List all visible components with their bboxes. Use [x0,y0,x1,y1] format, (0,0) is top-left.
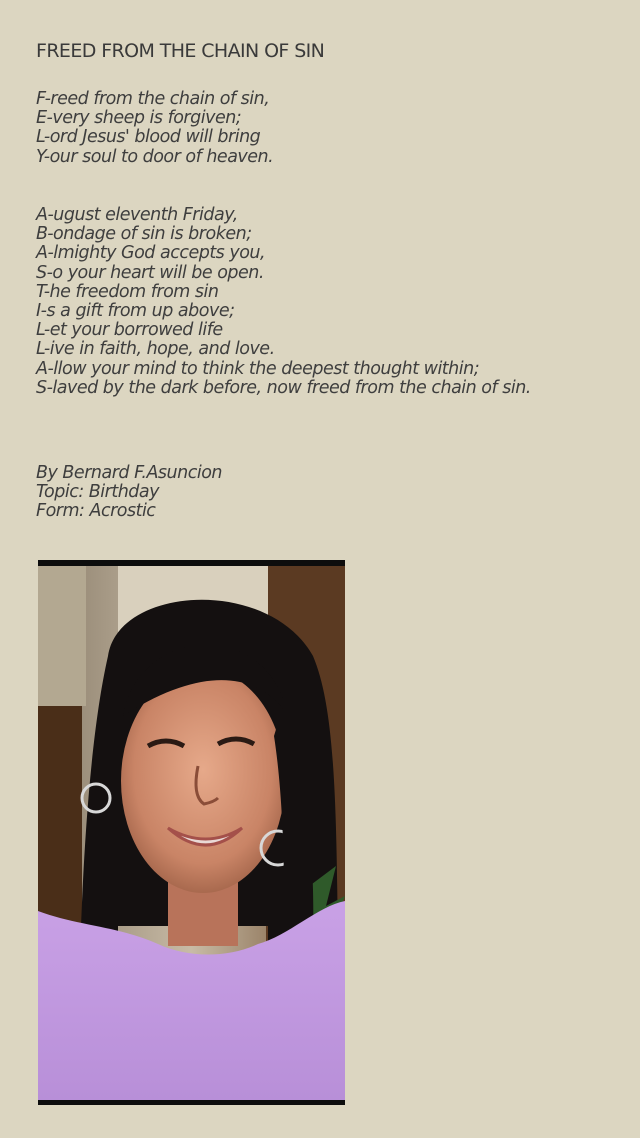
stanza-1 [36,90,273,167]
poem-line: A-lmighty God accepts you, [36,243,266,264]
photo-frame [38,560,345,1105]
poem-line: L-et your borrowed life [36,320,223,341]
poem-line: S-o your heart will be open. [36,262,264,283]
topic-line: Topic: Birthday [36,482,159,503]
credits [36,464,222,522]
poem-line: L-ord Jesus' blood will bring [36,127,261,148]
poem-line: I-s a gift from up above; [36,301,235,322]
poem-line: T-he freedom from sin [36,281,219,302]
poem-line: B-ondage of sin is broken; [36,224,252,245]
author-line: By Bernard F.Asuncion [36,463,222,483]
stanza-2 [36,206,531,398]
portrait-photo [38,566,345,1100]
poem-line: S-laved by the dark before, now freed from the chain of sin. [36,377,531,398]
poem-line: L-ive in faith, hope, and love. [36,339,275,360]
poem-title: FREED FROM THE CHAIN OF SIN [36,40,325,62]
poem-line: A-ugust eleventh Friday, [36,205,238,225]
poem-line: Y-our soul to door of heaven. [36,146,274,167]
poem-line: A-llow your mind to think the deepest thought within; [36,358,480,379]
poem-line: E-very sheep is forgiven; [36,108,242,129]
form-line: Form: Acrostic [36,501,156,522]
poem-line: F-reed from the chain of sin, [36,89,270,109]
